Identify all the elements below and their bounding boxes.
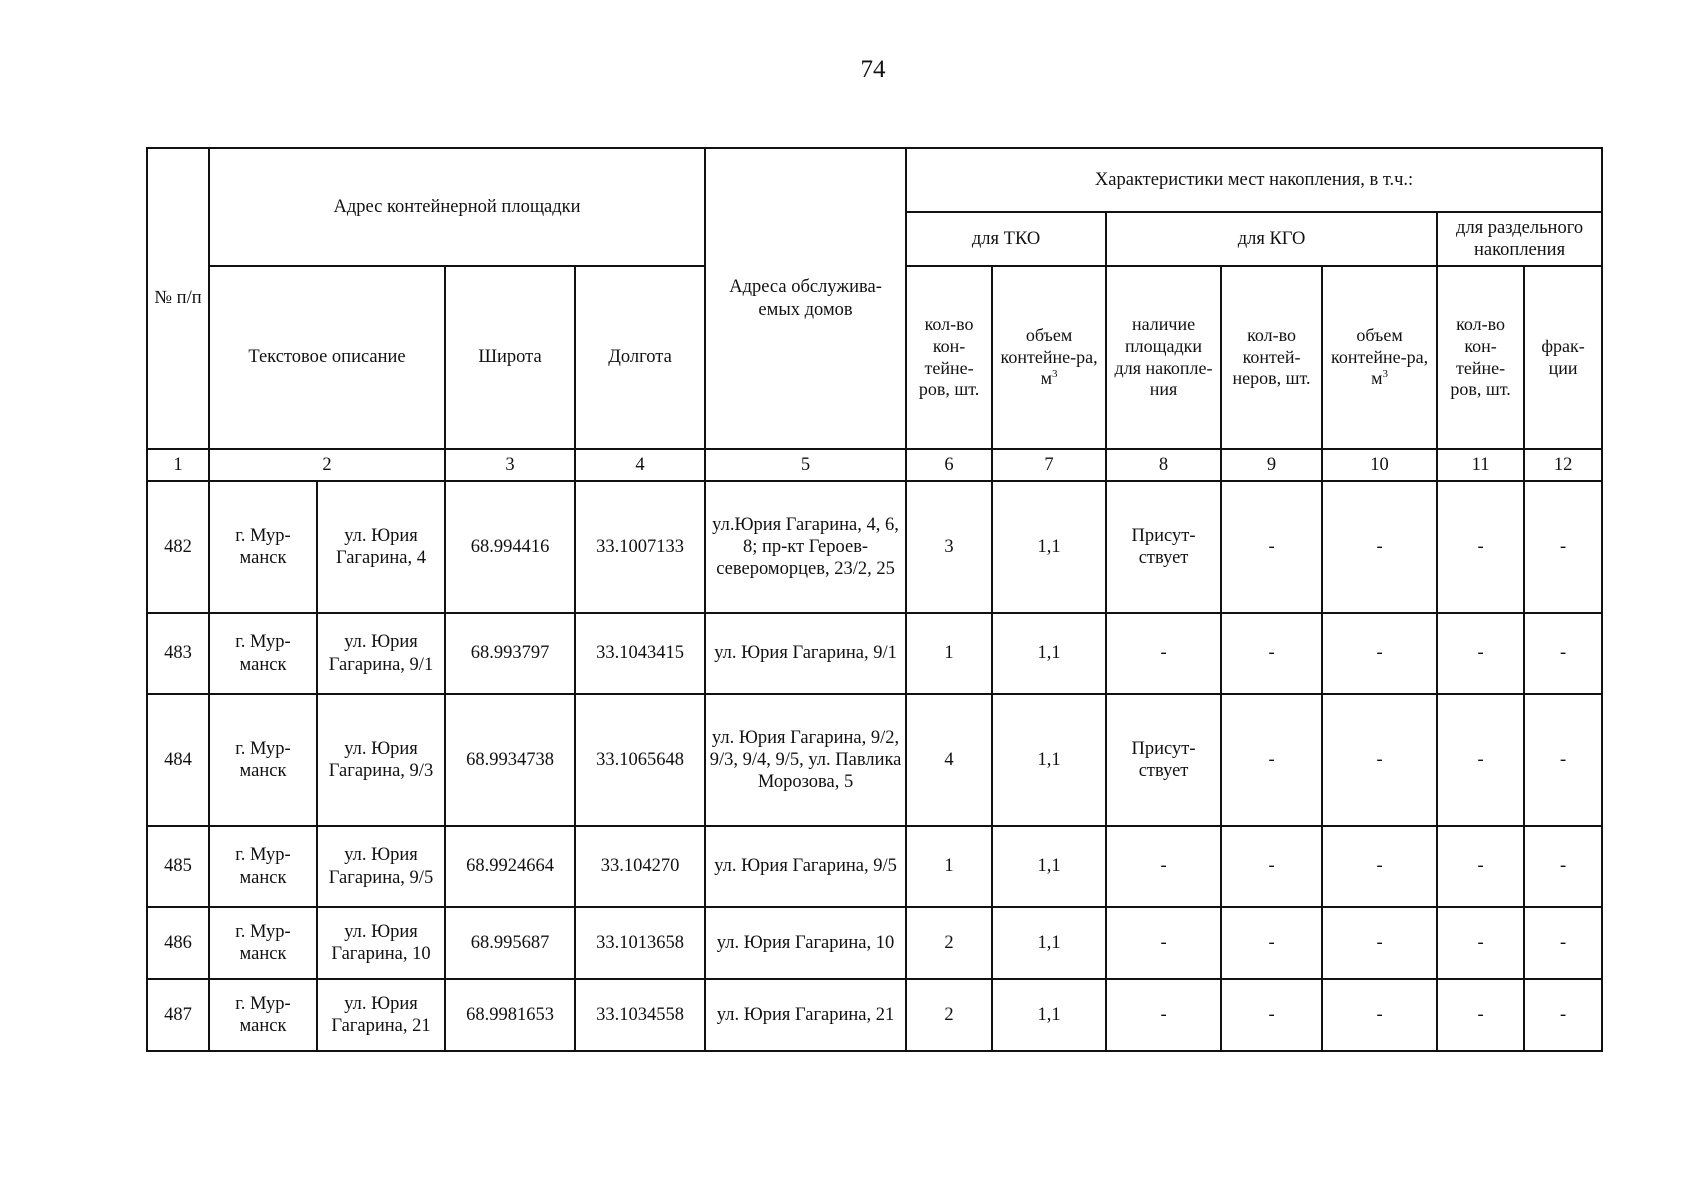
- cell-tko-count: 4: [906, 694, 992, 826]
- cell-houses: ул. Юрия Гагарина, 10: [705, 907, 906, 979]
- cell-kgo-count: -: [1221, 481, 1322, 613]
- column-number: 8: [1106, 449, 1221, 481]
- cell-kgo-volume: -: [1322, 907, 1437, 979]
- header-kgo: для КГО: [1106, 212, 1437, 266]
- cell-tko-volume: 1,1: [992, 826, 1106, 907]
- header-sep-fractions: фрак-ции: [1524, 266, 1602, 449]
- cell-sep-count: -: [1437, 979, 1524, 1051]
- cell-kgo-count: -: [1221, 826, 1322, 907]
- table-body: [147, 481, 1602, 1051]
- cell-tko-count: 3: [906, 481, 992, 613]
- cell-sep-count: -: [1437, 694, 1524, 826]
- column-number: 4: [575, 449, 705, 481]
- cell-city: г. Мур-манск: [209, 694, 317, 826]
- header-sep-count: кол-во кон-тейне-ров, шт.: [1437, 266, 1524, 449]
- cell-street: ул. Юрия Гагарина, 9/1: [317, 613, 445, 694]
- header-characteristics: Характеристики мест накопления, в т.ч.:: [906, 148, 1602, 212]
- table-row: [147, 826, 1602, 907]
- cell-num: 487: [147, 979, 209, 1051]
- cell-sep-count: -: [1437, 613, 1524, 694]
- cell-street: ул. Юрия Гагарина, 9/5: [317, 826, 445, 907]
- cell-kgo-count: -: [1221, 694, 1322, 826]
- header-kgo-volume: [1322, 266, 1437, 449]
- header-served-houses: Адреса обслужива-емых домов: [705, 148, 906, 449]
- cell-sep-count: -: [1437, 481, 1524, 613]
- header-tko-volume-sup: 3: [1051, 368, 1058, 381]
- cell-sep-count: -: [1437, 907, 1524, 979]
- header-tko-count: кол-во кон-тейне-ров, шт.: [906, 266, 992, 449]
- cell-lon: 33.1013658: [575, 907, 705, 979]
- cell-street: ул. Юрия Гагарина, 9/3: [317, 694, 445, 826]
- header-tko: для ТКО: [906, 212, 1106, 266]
- cell-num: 483: [147, 613, 209, 694]
- cell-kgo-presence: -: [1106, 907, 1221, 979]
- header-lon: Долгота: [575, 266, 705, 449]
- cell-kgo-volume: -: [1322, 613, 1437, 694]
- header-lat: Широта: [445, 266, 575, 449]
- column-number: 6: [906, 449, 992, 481]
- cell-kgo-presence: -: [1106, 826, 1221, 907]
- cell-kgo-presence: Присут-ствует: [1106, 694, 1221, 826]
- table-row: [147, 481, 1602, 613]
- header-separate: для раздельного накопления: [1437, 212, 1602, 266]
- cell-sep-fractions: -: [1524, 907, 1602, 979]
- column-number: 1: [147, 449, 209, 481]
- cell-lon: 33.1007133: [575, 481, 705, 613]
- column-number: 11: [1437, 449, 1524, 481]
- column-number-row: [147, 449, 1602, 481]
- column-number: 10: [1322, 449, 1437, 481]
- header-tko-volume: [992, 266, 1106, 449]
- cell-kgo-volume: -: [1322, 826, 1437, 907]
- header-num: № п/п: [147, 148, 209, 449]
- cell-lon: 33.1034558: [575, 979, 705, 1051]
- cell-lat: 68.9934738: [445, 694, 575, 826]
- cell-lon: 33.1043415: [575, 613, 705, 694]
- column-number: 5: [705, 449, 906, 481]
- table-header: [147, 148, 1602, 481]
- header-kgo-volume-text: объем контейне-ра, м: [1331, 325, 1429, 389]
- cell-houses: ул. Юрия Гагарина, 9/5: [705, 826, 906, 907]
- cell-houses: ул. Юрия Гагарина, 21: [705, 979, 906, 1051]
- cell-city: г. Мур-манск: [209, 481, 317, 613]
- cell-street: ул. Юрия Гагарина, 4: [317, 481, 445, 613]
- column-number: 2: [209, 449, 445, 481]
- header-address-group: Адрес контейнерной площадки: [209, 148, 705, 266]
- cell-tko-volume: 1,1: [992, 979, 1106, 1051]
- column-number: 12: [1524, 449, 1602, 481]
- header-tko-volume-text: объем контейне-ра, м: [1000, 325, 1098, 389]
- cell-sep-fractions: -: [1524, 694, 1602, 826]
- table-row: [147, 979, 1602, 1051]
- column-number: 3: [445, 449, 575, 481]
- cell-sep-count: -: [1437, 826, 1524, 907]
- cell-lon: 33.1065648: [575, 694, 705, 826]
- cell-houses: ул. Юрия Гагарина, 9/1: [705, 613, 906, 694]
- cell-tko-volume: 1,1: [992, 613, 1106, 694]
- cell-sep-fractions: -: [1524, 979, 1602, 1051]
- table-row: [147, 907, 1602, 979]
- cell-tko-volume: 1,1: [992, 907, 1106, 979]
- cell-num: 485: [147, 826, 209, 907]
- cell-kgo-volume: -: [1322, 979, 1437, 1051]
- cell-tko-volume: 1,1: [992, 694, 1106, 826]
- cell-num: 482: [147, 481, 209, 613]
- cell-city: г. Мур-манск: [209, 613, 317, 694]
- cell-street: ул. Юрия Гагарина, 21: [317, 979, 445, 1051]
- table-row: [147, 694, 1602, 826]
- cell-kgo-presence: -: [1106, 613, 1221, 694]
- cell-kgo-count: -: [1221, 979, 1322, 1051]
- cell-tko-count: 1: [906, 613, 992, 694]
- table-row: [147, 613, 1602, 694]
- cell-kgo-volume: -: [1322, 481, 1437, 613]
- cell-street: ул. Юрия Гагарина, 10: [317, 907, 445, 979]
- cell-tko-count: 2: [906, 979, 992, 1051]
- cell-kgo-count: -: [1221, 907, 1322, 979]
- cell-city: г. Мур-манск: [209, 826, 317, 907]
- cell-tko-count: 2: [906, 907, 992, 979]
- header-kgo-volume-sup: 3: [1382, 368, 1388, 381]
- cell-sep-fractions: -: [1524, 826, 1602, 907]
- column-number: 7: [992, 449, 1106, 481]
- header-kgo-presence: наличие площадки для накопле-ния: [1106, 266, 1221, 449]
- cell-lat: 68.9924664: [445, 826, 575, 907]
- cell-lat: 68.995687: [445, 907, 575, 979]
- cell-lon: 33.104270: [575, 826, 705, 907]
- header-text-desc: Текстовое описание: [209, 266, 445, 449]
- container-sites-table: [146, 147, 1603, 1052]
- cell-lat: 68.994416: [445, 481, 575, 613]
- cell-sep-fractions: -: [1524, 613, 1602, 694]
- cell-city: г. Мур-манск: [209, 979, 317, 1051]
- cell-kgo-presence: -: [1106, 979, 1221, 1051]
- cell-sep-fractions: -: [1524, 481, 1602, 613]
- cell-kgo-volume: -: [1322, 694, 1437, 826]
- column-number: 9: [1221, 449, 1322, 481]
- cell-city: г. Мур-манск: [209, 907, 317, 979]
- cell-num: 486: [147, 907, 209, 979]
- page-number: 74: [860, 56, 886, 83]
- cell-num: 484: [147, 694, 209, 826]
- cell-kgo-count: -: [1221, 613, 1322, 694]
- cell-lat: 68.993797: [445, 613, 575, 694]
- cell-houses: ул. Юрия Гагарина, 9/2, 9/3, 9/4, 9/5, ул. Павлика Морозова, 5: [705, 694, 906, 826]
- cell-lat: 68.9981653: [445, 979, 575, 1051]
- cell-houses: ул.Юрия Гагарина, 4, 6, 8; пр-кт Героев-североморцев, 23/2, 25: [705, 481, 906, 613]
- cell-tko-count: 1: [906, 826, 992, 907]
- header-kgo-count: кол-во контей-неров, шт.: [1221, 266, 1322, 449]
- cell-tko-volume: 1,1: [992, 481, 1106, 613]
- cell-kgo-presence: Присут-ствует: [1106, 481, 1221, 613]
